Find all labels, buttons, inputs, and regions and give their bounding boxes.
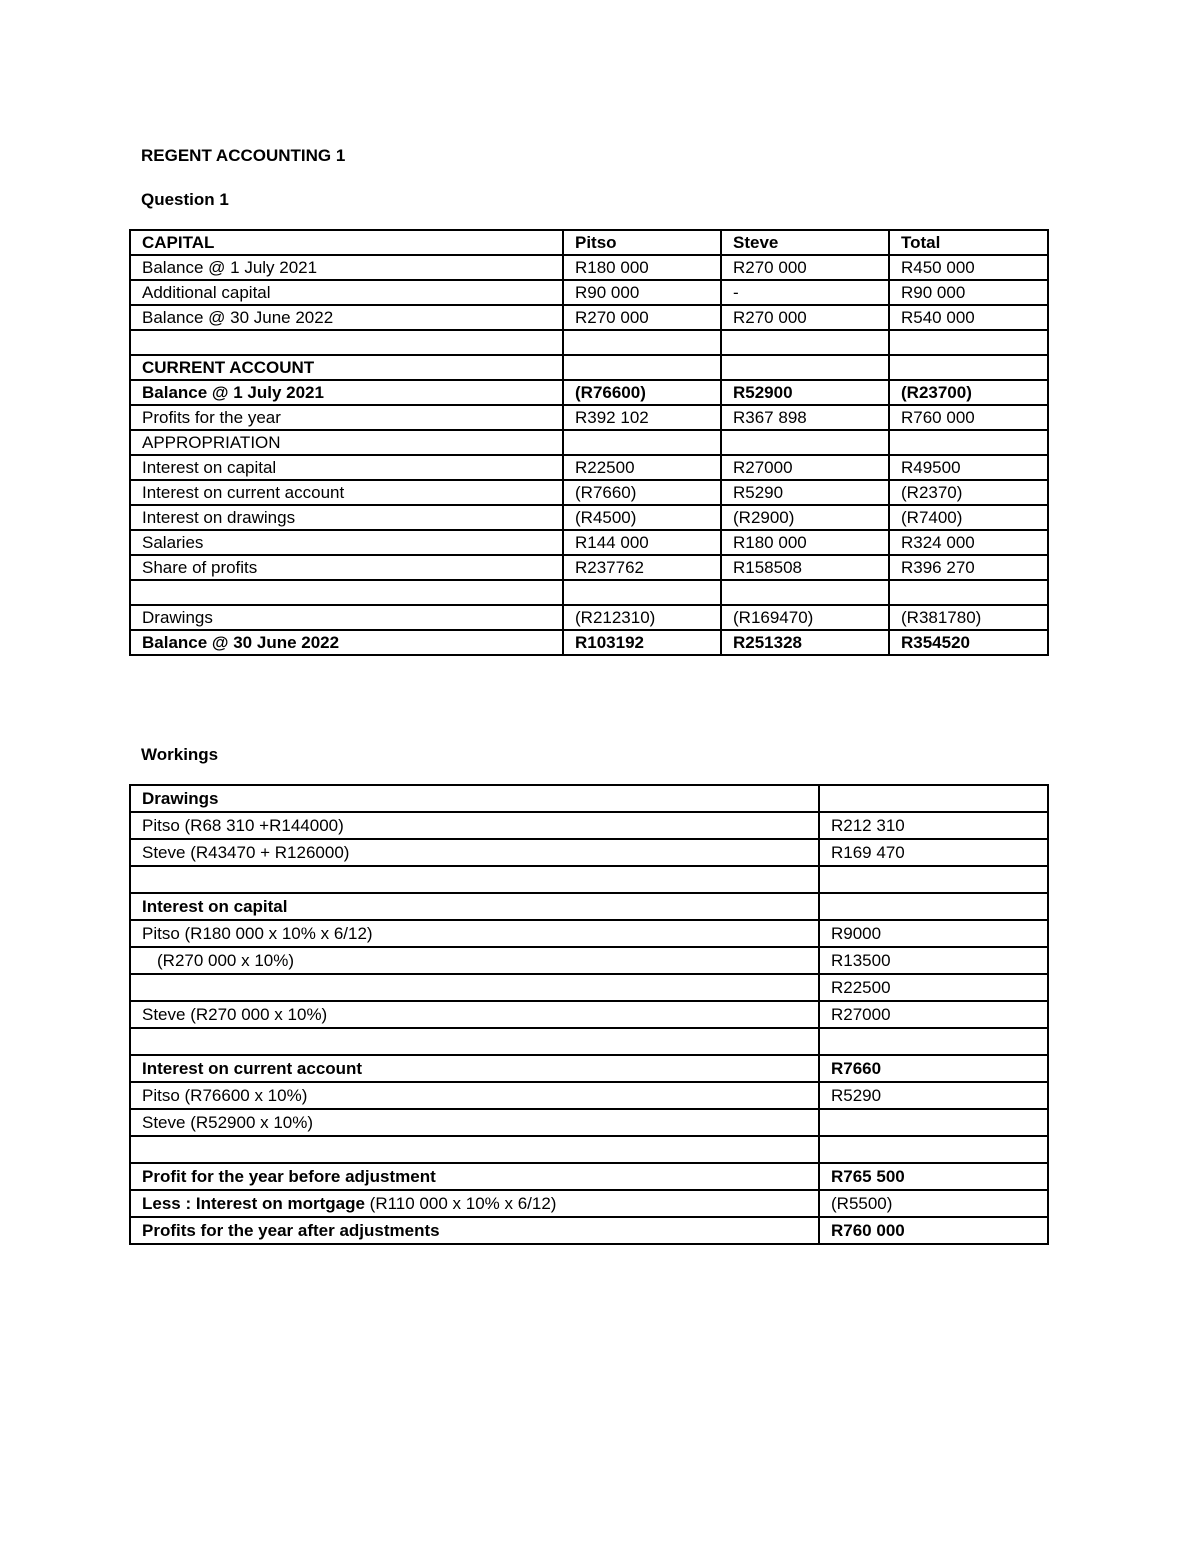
capital-table-row bbox=[130, 630, 1048, 655]
cell-description bbox=[130, 580, 563, 605]
bold-label: Less : Interest on mortgage bbox=[142, 1194, 370, 1213]
cell-steve: R180 000 bbox=[721, 530, 889, 555]
capital-table-row bbox=[130, 355, 1048, 380]
cell-total: R540 000 bbox=[889, 305, 1048, 330]
workings-table-row bbox=[130, 1109, 1048, 1136]
cell-total: R90 000 bbox=[889, 280, 1048, 305]
capital-table-row bbox=[130, 555, 1048, 580]
capital-table-row bbox=[130, 230, 1048, 255]
cell-total: (R7400) bbox=[889, 505, 1048, 530]
cell-description: Share of profits bbox=[130, 555, 563, 580]
capital-table-row bbox=[130, 455, 1048, 480]
cell-pitso: R392 102 bbox=[563, 405, 721, 430]
cell-working-description bbox=[130, 1190, 819, 1217]
workings-table-row bbox=[130, 785, 1048, 812]
workings-table-row bbox=[130, 839, 1048, 866]
cell-pitso bbox=[563, 580, 721, 605]
cell-steve: R5290 bbox=[721, 480, 889, 505]
workings-table-row bbox=[130, 1055, 1048, 1082]
cell-pitso: R270 000 bbox=[563, 305, 721, 330]
capital-table-row bbox=[130, 580, 1048, 605]
cell-description: Interest on capital bbox=[130, 455, 563, 480]
cell-total: R49500 bbox=[889, 455, 1048, 480]
cell-description: Balance @ 30 June 2022 bbox=[130, 305, 563, 330]
workings-table-row bbox=[130, 974, 1048, 1001]
cell-working-amount bbox=[819, 1028, 1048, 1055]
cell-steve: (R2900) bbox=[721, 505, 889, 530]
cell-total: R324 000 bbox=[889, 530, 1048, 555]
cell-working-amount: R169 470 bbox=[819, 839, 1048, 866]
question-heading: Question 1 bbox=[141, 190, 229, 209]
cell-steve: R158508 bbox=[721, 555, 889, 580]
cell-working-description bbox=[130, 1136, 819, 1163]
cell-pitso: Pitso bbox=[563, 230, 721, 255]
cell-total bbox=[889, 580, 1048, 605]
cell-working-amount: R22500 bbox=[819, 974, 1048, 1001]
cell-steve bbox=[721, 430, 889, 455]
cell-working-amount: R760 000 bbox=[819, 1217, 1048, 1244]
cell-working-amount: R13500 bbox=[819, 947, 1048, 974]
cell-working-description: Pitso (R180 000 x 10% x 6/12) bbox=[130, 920, 819, 947]
cell-pitso: R22500 bbox=[563, 455, 721, 480]
cell-description: Profits for the year bbox=[130, 405, 563, 430]
cell-pitso bbox=[563, 430, 721, 455]
workings-table-row bbox=[130, 1082, 1048, 1109]
cell-working-amount: R27000 bbox=[819, 1001, 1048, 1028]
cell-pitso: R144 000 bbox=[563, 530, 721, 555]
cell-pitso: (R7660) bbox=[563, 480, 721, 505]
cell-pitso: R237762 bbox=[563, 555, 721, 580]
cell-working-description bbox=[130, 1028, 819, 1055]
cell-total: R396 270 bbox=[889, 555, 1048, 580]
workings-table-row bbox=[130, 812, 1048, 839]
capital-table-row bbox=[130, 505, 1048, 530]
cell-pitso: R180 000 bbox=[563, 255, 721, 280]
capital-table-row bbox=[130, 280, 1048, 305]
capital-table-row bbox=[130, 305, 1048, 330]
calculation-detail: (R110 000 x 10% x 6/12) bbox=[369, 1194, 557, 1213]
cell-working-description: Pitso (R76600 x 10%) bbox=[130, 1082, 819, 1109]
workings-table-row bbox=[130, 1028, 1048, 1055]
capital-table-row bbox=[130, 430, 1048, 455]
cell-description: Balance @ 1 July 2021 bbox=[130, 380, 563, 405]
cell-working-description: Profits for the year after adjustments bbox=[130, 1217, 819, 1244]
cell-working-amount bbox=[819, 893, 1048, 920]
cell-steve bbox=[721, 580, 889, 605]
cell-working-amount: R765 500 bbox=[819, 1163, 1048, 1190]
cell-description: APPROPRIATION bbox=[130, 430, 563, 455]
cell-working-description: Steve (R52900 x 10%) bbox=[130, 1109, 819, 1136]
cell-pitso bbox=[563, 330, 721, 355]
cell-total: R450 000 bbox=[889, 255, 1048, 280]
cell-steve bbox=[721, 330, 889, 355]
cell-steve: R270 000 bbox=[721, 255, 889, 280]
cell-total: (R381780) bbox=[889, 605, 1048, 630]
cell-total bbox=[889, 355, 1048, 380]
cell-pitso: (R4500) bbox=[563, 505, 721, 530]
cell-description: CURRENT ACCOUNT bbox=[130, 355, 563, 380]
cell-description bbox=[130, 330, 563, 355]
cell-description: CAPITAL bbox=[130, 230, 563, 255]
cell-pitso: R103192 bbox=[563, 630, 721, 655]
cell-steve: R52900 bbox=[721, 380, 889, 405]
workings-table-row bbox=[130, 920, 1048, 947]
workings-table bbox=[129, 784, 1049, 1245]
cell-pitso: (R76600) bbox=[563, 380, 721, 405]
cell-working-amount bbox=[819, 1109, 1048, 1136]
cell-steve: R367 898 bbox=[721, 405, 889, 430]
cell-steve bbox=[721, 355, 889, 380]
cell-working-amount: (R5500) bbox=[819, 1190, 1048, 1217]
capital-table-row bbox=[130, 480, 1048, 505]
cell-working-description: Pitso (R68 310 +R144000) bbox=[130, 812, 819, 839]
cell-working-description: (R270 000 x 10%) bbox=[130, 947, 819, 974]
workings-table-row bbox=[130, 1136, 1048, 1163]
cell-total: R354520 bbox=[889, 630, 1048, 655]
cell-working-description: Steve (R270 000 x 10%) bbox=[130, 1001, 819, 1028]
document-title: REGENT ACCOUNTING 1 bbox=[141, 146, 346, 165]
cell-working-description bbox=[130, 866, 819, 893]
cell-working-description: Interest on current account bbox=[130, 1055, 819, 1082]
workings-table-row bbox=[130, 866, 1048, 893]
cell-steve: R270 000 bbox=[721, 305, 889, 330]
cell-description: Interest on drawings bbox=[130, 505, 563, 530]
workings-table-row bbox=[130, 1001, 1048, 1028]
workings-table-row bbox=[130, 1190, 1048, 1217]
workings-table-row bbox=[130, 1163, 1048, 1190]
capital-table-row bbox=[130, 530, 1048, 555]
cell-working-description bbox=[130, 974, 819, 1001]
cell-working-amount: R9000 bbox=[819, 920, 1048, 947]
capital-table-row bbox=[130, 330, 1048, 355]
cell-pitso: R90 000 bbox=[563, 280, 721, 305]
capital-current-account-table bbox=[129, 229, 1049, 656]
cell-total: (R23700) bbox=[889, 380, 1048, 405]
workings-heading: Workings bbox=[141, 745, 219, 764]
cell-pitso: (R212310) bbox=[563, 605, 721, 630]
cell-total bbox=[889, 430, 1048, 455]
cell-working-description: Interest on capital bbox=[130, 893, 819, 920]
cell-steve: R251328 bbox=[721, 630, 889, 655]
cell-description: Drawings bbox=[130, 605, 563, 630]
workings-table-row bbox=[130, 893, 1048, 920]
cell-working-description: Profit for the year before adjustment bbox=[130, 1163, 819, 1190]
cell-working-amount: R5290 bbox=[819, 1082, 1048, 1109]
cell-working-amount bbox=[819, 866, 1048, 893]
cell-steve: (R169470) bbox=[721, 605, 889, 630]
cell-total: Total bbox=[889, 230, 1048, 255]
cell-description: Interest on current account bbox=[130, 480, 563, 505]
cell-total: (R2370) bbox=[889, 480, 1048, 505]
cell-steve: - bbox=[721, 280, 889, 305]
workings-table-row bbox=[130, 947, 1048, 974]
cell-working-description: Steve (R43470 + R126000) bbox=[130, 839, 819, 866]
cell-pitso bbox=[563, 355, 721, 380]
capital-table-row bbox=[130, 380, 1048, 405]
capital-table-row bbox=[130, 605, 1048, 630]
cell-total bbox=[889, 330, 1048, 355]
cell-working-amount bbox=[819, 785, 1048, 812]
cell-description: Additional capital bbox=[130, 280, 563, 305]
capital-table-row bbox=[130, 255, 1048, 280]
cell-working-description: Drawings bbox=[130, 785, 819, 812]
cell-steve: R27000 bbox=[721, 455, 889, 480]
cell-description: Balance @ 30 June 2022 bbox=[130, 630, 563, 655]
workings-table-row bbox=[130, 1217, 1048, 1244]
cell-steve: Steve bbox=[721, 230, 889, 255]
cell-working-amount: R212 310 bbox=[819, 812, 1048, 839]
cell-description: Salaries bbox=[130, 530, 563, 555]
cell-total: R760 000 bbox=[889, 405, 1048, 430]
cell-working-amount bbox=[819, 1136, 1048, 1163]
cell-description: Balance @ 1 July 2021 bbox=[130, 255, 563, 280]
cell-working-amount: R7660 bbox=[819, 1055, 1048, 1082]
capital-table-row bbox=[130, 405, 1048, 430]
